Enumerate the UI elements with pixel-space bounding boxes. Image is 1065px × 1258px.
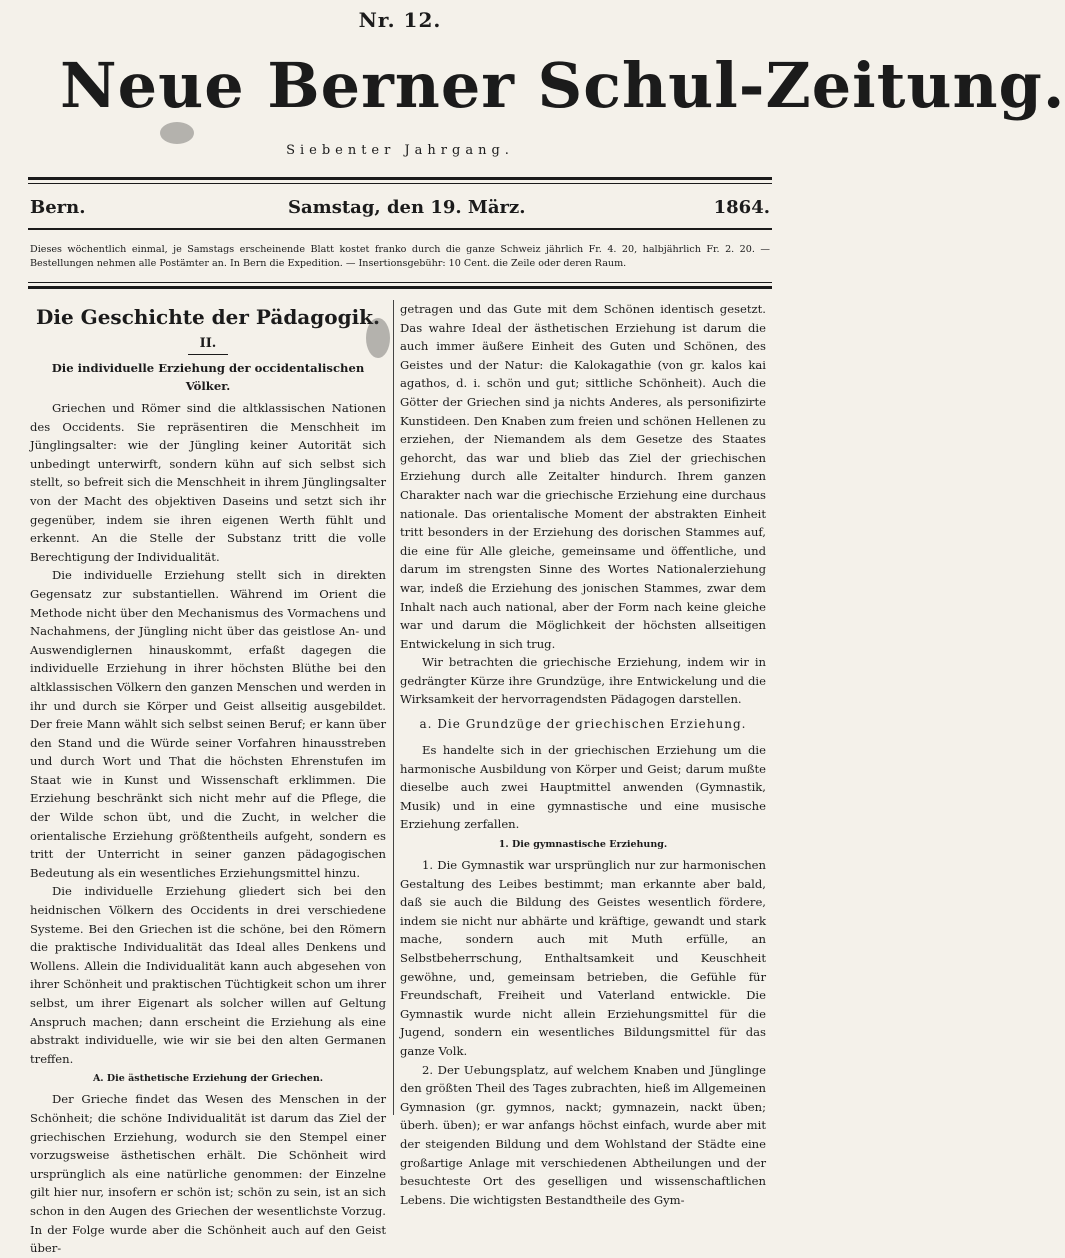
masthead-title: Neue Berner Schul-Zeitung. xyxy=(60,49,1065,122)
issue-number: Nr. 12. xyxy=(358,8,442,32)
date-label: Samstag, den 19. März. xyxy=(288,197,526,218)
section-heading-1: 1. Die gymnastische Erziehung. xyxy=(498,839,668,851)
paragraph: 2. Der Uebungsplatz, auf welchem Knaben und Jünglinge den größten Theil des Tages zubrachten, hieß im Allgemeinen Gymnasion (gr. gymnos, nackt; gymnazein, nackt üben; überh. üben); er war anfangs höchst einfach, wurde aber mit der steigenden Bildung und dem Wohlstand der Städte eine großartige Anlage mit verschiedenen Abtheilungen und der besuchteste Ort des geselligen und wissenschaftlichen Lebens. Die wichtigsten Bestandtheile des Gym- xyxy=(400,1062,766,1207)
article-subtitle: Die individuelle Erziehung der occidentalischen Völker. xyxy=(51,361,365,393)
paragraph: Griechen und Römer sind die altklassischen Nationen des Occidents. Sie repräsentiren die Menschheit im Jünglingsalter: wie der Jüngling keiner Autorität sich unbedingt unterwirft, sondern kühn auf sich selbst sich stellt, so befreit sich die Menschheit in ihrem Jünglingsalter von der Macht des objektiven Daseins und setzt sich ihr gegenüber, indem sie ihren eigenen Werth fühlt und erkennt. An die Stelle der Substanz tritt die volle Berechtigung der Individualität. xyxy=(30,401,386,564)
paragraph: Die individuelle Erziehung stellt sich in direkten Gegensatz zur substantiellen. Während im Orient die Methode nicht über den Mechanismus des Vormachens und Nachahmens, der Jüngling nicht über das geistlose An- und Auswendiglernen hinauskommt, erfaßt dagegen die individuelle Erziehung in ihrer höchsten Blüthe bei den altklassischen Völkern den ganzen Menschen und werden in ihr und durch sie Körper und Geist allseitig ausgebildet. Der freie Mann wählt sich selbst seinen Beruf; er kann über den Stand und die Würde seiner Vorfahren hinausstreben und durch Wort und That die höchsten Ehrenstufen im Staat wie in Kunst und Wissenschaft erklimmen. Die Erziehung beschränkt sich nicht mehr auf die Pflege, die der Wilde schon übt, und die Zucht, in welcher die orientalische Erziehung größtentheils aufgeht, sondern es tritt der Unterricht in seiner ganzen pädagogischen Bedeutung als ein wesentliches Erziehungsmittel hinzu. xyxy=(30,568,386,880)
year-label: 1864. xyxy=(713,197,770,218)
notice-rule-thin xyxy=(28,282,772,283)
part-number xyxy=(30,336,386,355)
masthead-rule-thick xyxy=(28,177,772,180)
paragraph: getragen und das Gute mit dem Schönen identisch gesetzt. Das wahre Ideal der ästhetischen Erziehung ist darum die auch immer äußere Einheit des Guten und Schönen, des Geistes und der Natur: die Kalokagathie (von gr. kalos kai agathos, d. i. schön und gut; sittliche Schönheit). Auch die Götter der Griechen sind ja nichts Anderes, als personifizirte Kunstideen. Den Knaben zum freien und schönen Hellenen zu erziehen, der Niemandem als dem Gesetze des Staates gehorcht, das war und blieb das Ziel der griechischen Erziehung durch alle Zeitalter hindurch. Ihrem ganzen Charakter nach war die griechische Erziehung eine durchaus nationale. Das orientalische Moment der abstrakten Einheit tritt besonders in der Erziehung des dorischen Stammes auf, die eine für Alle gleiche, gemeinsame und öffentliche, und darum im strengsten Sinne des Wortes Nationalerziehung war, indeß die Erziehung des jonischen Stammes, zwar dem Inhalt nach auch national, aber der Form nach keine gleiche war und darum die Möglichkeit der höchsten allseitigen Entwickelung in sich trug. xyxy=(400,302,766,651)
paragraph: Es handelte sich in der griechischen Erziehung um die harmonische Ausbildung von Körper und Geist; darum mußte dieselbe auch zwei Hauptmittel anwenden (Gymnastik, Musik) und in eine gymnastische und eine musische Erziehung zerfallen. xyxy=(400,743,766,832)
place-label: Bern. xyxy=(30,197,86,218)
paragraph: Die individuelle Erziehung gliedert sich bei den heidnischen Völkern des Occidents in drei verschiedene Systeme. Bei den Griechen ist die schöne, bei den Römern die praktische Individualität das Ideal alles Denkens und Wollens. Allein die Individualität kann auch abgesehen von ihrer Schönheit und praktischen Tüchtigkeit schon um ihrer selbst, um ihrer Eigenart als solcher willen auf Geltung Anspruch machen; dann erscheint die Erziehung als eine abstrakt individuelle, wie wir sie bei den alten Germanen treffen. xyxy=(30,884,386,1066)
paragraph: Wir betrachten die griechische Erziehung, indem wir in gedrängter Kürze ihre Grundzüge, ihre Entwickelung und die Wirksamkeit der hervorragendsten Pädagogen darstellen. xyxy=(400,655,766,707)
notice-rule-thick xyxy=(28,286,772,289)
part-rule xyxy=(188,354,228,355)
part-number-text: II. xyxy=(199,336,217,351)
column-divider xyxy=(393,300,394,1115)
ink-blot xyxy=(366,318,390,358)
right-column xyxy=(400,300,766,1209)
paragraph: Der Grieche findet das Wesen des Menschen in der Schönheit; die schöne Individualität ist darum das Ziel der griechischen Erziehung, wodurch sie den Stempel einer vorzugsweise ästhetischen erhält. Die Schönheit wird ursprünglich als eine natürliche genommen: der Einzelne gilt hier nur, insofern er schön ist; schön zu sein, ist an sich schon in den Augen des Griechen der wesentlichste Vorzug. In der Folge wurde aber die Schönheit auch auf den Geist über- xyxy=(30,1092,386,1256)
dateline-rule xyxy=(28,228,772,230)
section-heading-a: A. Die ästhetische Erziehung der Griechen. xyxy=(92,1073,324,1085)
article-title: Die Geschichte der Pädagogik. xyxy=(36,305,380,329)
paragraph: 1. Die Gymnastik war ursprünglich nur zur harmonischen Gestaltung des Leibes bestimmt; man erkannte aber bald, daß sie auch die Bildung des Geistes wesentlich fördere, indem sie nicht nur abhärte und kräftige, gewandt und stark mache, sondern auch mit Muth erfülle, an Selbstbeherrschung, Enthaltsamkeit und Keuschheit gewöhne, und, gemeinsam betrieben, die Gefühle für Freundschaft, Freiheit und Vaterland entwickle. Die Gymnastik wurde nicht allein Erziehungsmittel für die Jugend, sondern ein wesentliches Bildungsmittel für das ganze Volk. xyxy=(400,858,766,1058)
ink-blot xyxy=(160,122,194,144)
masthead-rule-thin xyxy=(28,183,772,184)
left-column xyxy=(30,300,386,1258)
section-heading-a-lower: a. Die Grundzüge der griechischen Erziehung. xyxy=(419,717,747,732)
subscription-notice: Dieses wöchentlich einmal, je Samstags erscheinende Blatt kostet franko durch die ganze Schweiz jährlich Fr. 4. 20, halbjährlich Fr. 2. 20. — Bestellungen nehmen alle Postämter an. In Bern die Expedition. — Insertionsgebühr: 10 Cent. die Zeile oder deren Raum. xyxy=(30,244,770,269)
volume-line: Siebenter Jahrgang. xyxy=(286,143,514,158)
dateline xyxy=(30,197,770,219)
